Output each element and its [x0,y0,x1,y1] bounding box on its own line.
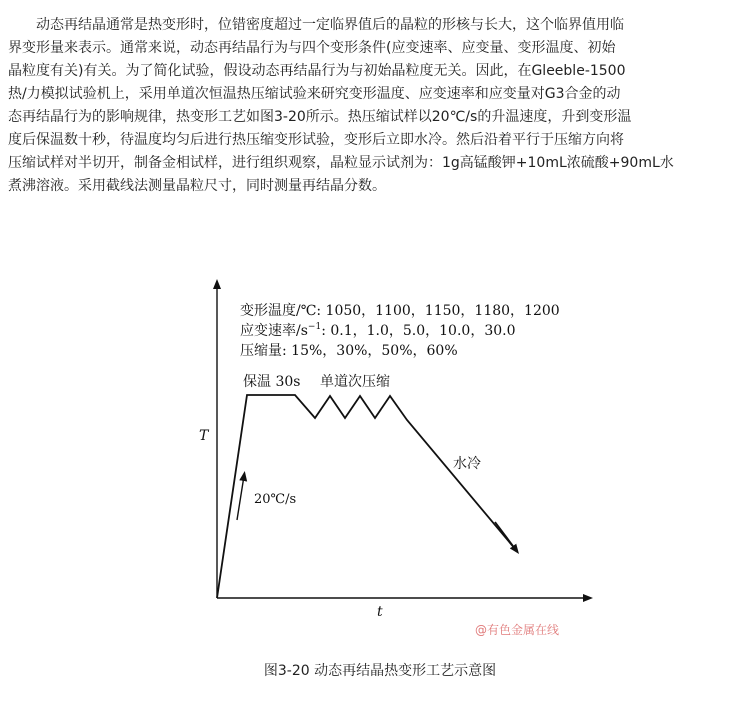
strain-rate-params [240,322,516,339]
strain-rate-label: 应变速率/s [240,323,308,339]
reduction-params: 压缩量: 15%，30%，50%，60% [240,343,458,359]
hold-label: 保温 30s [243,374,301,390]
figure-caption: 图3-20 动态再结晶热变形工艺示意图 [263,663,497,679]
body-paragraph [0,14,730,198]
paragraph-line: 压缩试样对半切开，制备金相试样，进行组织观察，晶粒显示试剂为：1g高锰酸钾+10mL浓硫酸+90mL水 [8,155,674,171]
paragraph-line: 动态再结晶通常是热变形时，位错密度超过一定临界值后的晶粒的形核与长大，这个临界值用临 [36,17,624,33]
paragraph-line: 晶粒度有关)有关。为了简化试验，假设动态再结晶行为与初始晶粒度无关。因此，在Gleeble-1500 [8,63,626,79]
water-cool-label: 水冷 [453,456,481,472]
y-axis-label: T [199,428,209,444]
heating-rate-label: 20℃/s [254,492,297,507]
watermark: @有色金属在线 [475,623,560,637]
cooling-arrow [495,522,516,550]
temperature-params: 变形温度/℃: 1050，1100，1150，1180，1200 [240,303,560,319]
strain-rate-exponent: −1 [307,322,322,332]
strain-rate-values: : 0.1，1.0，5.0，10.0，30.0 [321,323,516,339]
paragraph-line: 度后保温数十秒，待温度均匀后进行热压缩变形试验，变形后立即水冷。然后沿着平行于压缩方向将 [8,132,624,148]
process-diagram [195,268,615,648]
compress-label: 单道次压缩 [320,374,390,390]
paragraph-line: 热/力模拟试验机上，采用单道次恒温热压缩试验来研究变形温度、应变速率和应变量对G3合金的动 [8,86,621,102]
heating-rate-arrow [237,476,244,520]
x-axis-label: t [377,604,383,620]
paragraph-line: 煮沸溶液。采用截线法测量晶粒尺寸，同时测量再结晶分数。 [8,178,386,194]
process-diagram-svg [195,268,615,648]
paragraph-line: 态再结晶行为的影响规律，热变形工艺如图3-20所示。热压缩试样以20℃/s的升温速度，升到变形温 [8,109,632,125]
paragraph-line: 界变形量来表示。通常来说，动态再结晶行为与四个变形条件(应变速率、应变量、变形温度、初始 [8,40,616,56]
